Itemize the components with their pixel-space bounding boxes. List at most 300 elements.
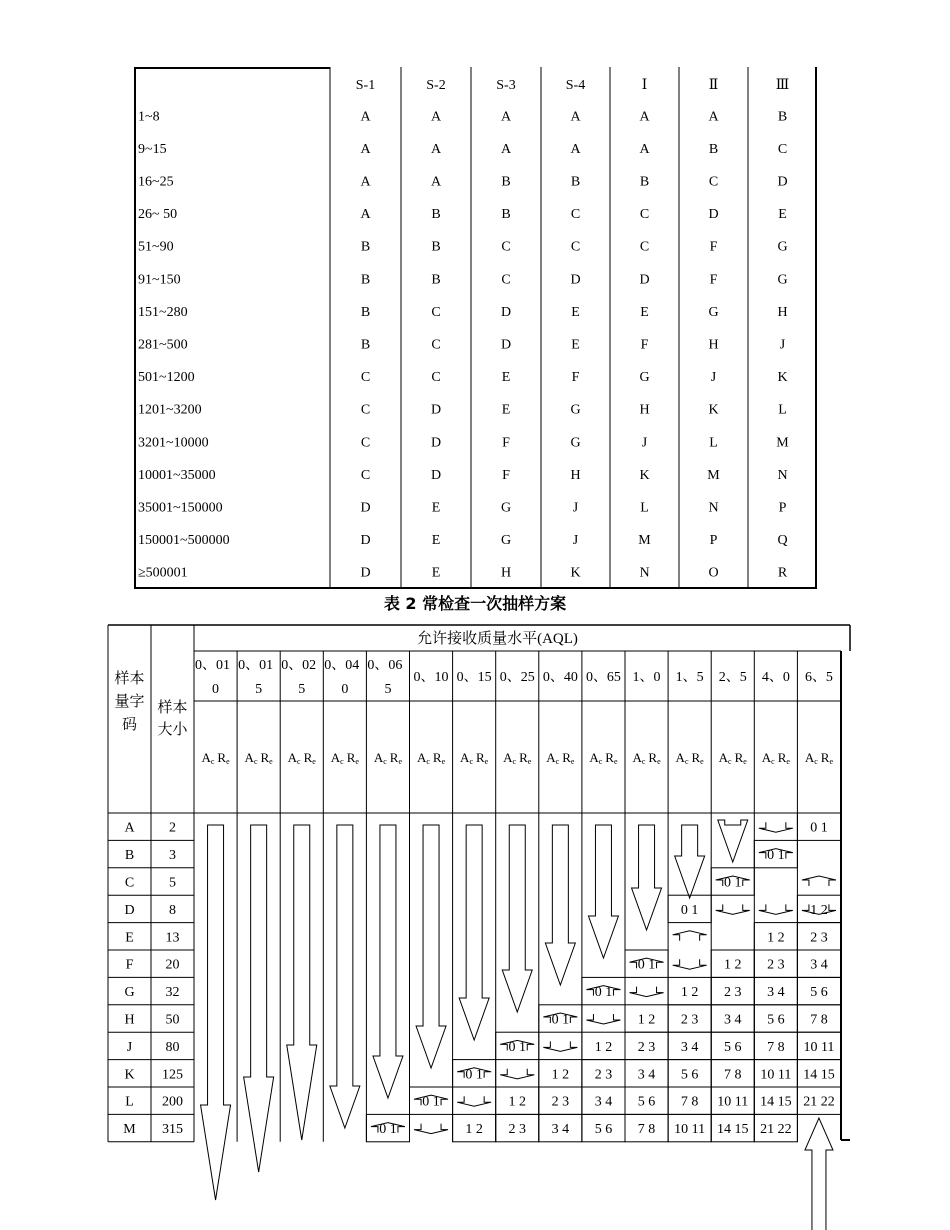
code-letter: K [708, 402, 719, 418]
ac-re-value: 21 22 [803, 1094, 835, 1110]
aql-level-cont: 5 [384, 682, 392, 697]
ac-re-label [288, 750, 317, 766]
table2-caption: 表 2 常检查一次抽样方案 [383, 594, 567, 613]
ac-re-label [503, 750, 532, 766]
ac-re-value: 14 15 [760, 1094, 792, 1110]
code-letter: C [777, 141, 788, 157]
ac-re-value: 14 15 [717, 1122, 749, 1138]
code-letter: Q [777, 533, 788, 549]
ac-re-subscript: e [570, 757, 575, 766]
code-letter: N [708, 500, 719, 516]
lot-size-label: 91~150 [138, 272, 181, 288]
aql-level-cont: 0 [341, 682, 349, 697]
ac-re-label [460, 750, 489, 766]
code-letter: J [572, 533, 579, 549]
sample-code: E [125, 930, 134, 946]
code-header: 量字 [114, 694, 145, 710]
aql-level-cont: 5 [255, 682, 263, 697]
lot-size-label: 9~15 [138, 141, 167, 157]
ac-re-subscript: e [355, 757, 359, 766]
code-letter: A [360, 174, 371, 190]
down-arrow [201, 825, 231, 1200]
ac-re-value: 2 3 [767, 957, 785, 973]
ac-re-value: 7 8 [637, 1122, 656, 1138]
ac-re-subscript: c [684, 757, 689, 766]
code-letter: G [777, 272, 788, 288]
code-letter: D [360, 533, 371, 549]
ac-re-value: 0 1 [422, 1094, 440, 1110]
code-letter: B [360, 304, 371, 320]
down-arrow [502, 825, 532, 1012]
ac-re-value: 2 3 [637, 1039, 656, 1055]
code-letter: C [639, 207, 650, 223]
code-letter: C [570, 207, 581, 223]
sample-code: A [124, 820, 135, 836]
ac-re-subscript: c [297, 757, 301, 766]
code-letter: H [500, 565, 512, 581]
ac-re-value: 5 6 [767, 1012, 785, 1028]
ac-re-letter: A [287, 750, 298, 765]
table1-header: S-1 [355, 78, 376, 93]
size-header: 样本 [157, 700, 188, 716]
ac-re-value: 0 1 [379, 1122, 397, 1138]
sample-code: K [124, 1067, 135, 1083]
code-letter: A [500, 141, 512, 157]
code-letter: R [777, 565, 788, 581]
ac-re-value: 2 3 [810, 930, 828, 946]
code-letter: C [360, 370, 371, 386]
ac-re-value: 1 2 [680, 985, 699, 1001]
ac-re-letter: R [432, 750, 442, 765]
ac-re-value: 5 6 [594, 1122, 613, 1138]
ac-re-subscript: e [398, 757, 403, 766]
ac-re-letter: R [648, 750, 658, 765]
sample-size: 5 [169, 875, 176, 891]
ac-re-value: 1 2 [724, 957, 742, 973]
ac-re-subscript: c [210, 757, 215, 766]
code-letter: H [639, 402, 650, 418]
code-letter: K [777, 370, 788, 386]
code-letter: K [570, 565, 581, 581]
ac-re-letter: A [761, 750, 772, 765]
down-arrow [459, 825, 489, 1040]
aql-level: 1、0 [632, 670, 661, 685]
ac-re-value: 0 1 [810, 820, 828, 836]
sample-code: D [124, 902, 135, 918]
code-letter: N [777, 467, 788, 483]
ac-re-letter: A [330, 750, 341, 765]
down-arrow [287, 825, 317, 1140]
code-letter: B [708, 141, 719, 157]
down-arrow-icon [673, 959, 707, 969]
ac-re-value: 1 2 [767, 930, 785, 946]
ac-re-label [719, 750, 748, 766]
down-arrow [244, 825, 274, 1172]
ac-re-letter: R [734, 750, 744, 765]
sample-code: M [123, 1122, 136, 1138]
table1-header: S-4 [565, 78, 586, 93]
lot-size-label: 1~8 [138, 109, 160, 125]
code-letter: C [360, 467, 371, 483]
code-letter: B [360, 239, 371, 255]
ac-re-letter: R [260, 750, 270, 765]
code-letter: A [360, 109, 371, 125]
code-letter: C [360, 402, 371, 418]
code-letter: A [360, 207, 371, 223]
ac-re-value: 5 6 [637, 1094, 656, 1110]
code-letter: A [430, 141, 442, 157]
code-letter: G [708, 304, 719, 320]
ac-re-subscript: e [786, 757, 790, 766]
code-letter: C [431, 304, 441, 320]
code-letter: C [431, 370, 441, 386]
aql-level: 0、40 [542, 670, 578, 685]
ac-re-letter: R [346, 750, 356, 765]
code-letter: L [709, 435, 718, 451]
ac-re-label [201, 750, 230, 766]
code-letter: J [572, 500, 579, 516]
ac-re-value: 0 1 [767, 848, 785, 864]
ac-re-value: 3 4 [680, 1039, 699, 1055]
ac-re-subscript: e [269, 757, 273, 766]
code-letter: C [570, 239, 581, 255]
sample-size: 125 [162, 1067, 183, 1083]
ac-re-label [805, 750, 834, 766]
ac-re-letter: R [303, 750, 313, 765]
ac-re-subscript: c [771, 757, 775, 766]
ac-re-letter: R [820, 750, 830, 765]
ac-re-letter: A [675, 750, 685, 765]
sample-size: 2 [169, 820, 176, 836]
ac-re-value: 5 6 [810, 985, 828, 1001]
code-letter: A [570, 141, 581, 157]
code-letter: E [501, 402, 511, 418]
down-arrow [330, 825, 360, 1128]
ac-re-value: 1 2 [594, 1039, 613, 1055]
code-letter: B [360, 337, 371, 353]
code-letter: D [500, 337, 512, 353]
code-letter: G [777, 239, 788, 255]
code-letter: A [360, 141, 371, 157]
aql-level: 0、65 [585, 670, 621, 685]
aql-level: 0、10 [413, 670, 449, 685]
code-header: 样本 [114, 671, 145, 687]
ac-re-letter: A [804, 750, 815, 765]
table1-header: S-3 [496, 78, 516, 93]
code-letter: E [640, 304, 649, 320]
code-letter: H [708, 337, 719, 353]
ac-re-value: 2 3 [724, 985, 742, 1001]
code-letter: G [639, 370, 650, 386]
ac-re-label [245, 750, 274, 766]
ac-re-letter: R [777, 750, 787, 765]
code-letter: G [570, 402, 581, 418]
table1-header: S-2 [426, 78, 446, 93]
aql-level: 0、02 [281, 658, 317, 673]
code-letter: G [570, 435, 581, 451]
sample-code: J [126, 1039, 133, 1055]
code-letter: D [500, 304, 512, 320]
down-arrow-icon [543, 1041, 577, 1051]
lot-size-label: 3201~10000 [138, 435, 209, 451]
sample-size: 8 [169, 902, 176, 918]
ac-re-label [546, 750, 575, 766]
code-letter: B [431, 272, 441, 288]
ac-re-subscript: e [657, 757, 661, 766]
down-arrow-icon [500, 1069, 534, 1079]
ac-re-value: 0 1 [724, 875, 742, 891]
ac-re-value: 3 4 [767, 985, 785, 1001]
code-letter: D [360, 500, 371, 516]
up-arrow-icon [673, 931, 707, 941]
code-letter: M [776, 435, 789, 451]
code-letter: G [500, 533, 512, 549]
down-arrow [588, 825, 618, 958]
aql-level: 0、06 [367, 658, 403, 673]
ac-re-label [417, 750, 446, 766]
ac-re-subscript: c [641, 757, 646, 766]
ac-re-value: 5 6 [724, 1039, 742, 1055]
ac-re-value: 1 2 [810, 902, 828, 918]
ac-re-subscript: c [253, 757, 258, 766]
sample-size: 200 [162, 1094, 183, 1110]
aql-level: 0、01 [238, 658, 274, 673]
code-letter: F [709, 272, 718, 288]
code-letter: D [570, 272, 581, 288]
ac-re-letter: R [605, 750, 614, 765]
code-letter: N [639, 565, 650, 581]
code-letter: D [430, 467, 442, 483]
down-arrow-icon [759, 822, 793, 832]
ac-re-letter: A [460, 750, 470, 765]
sample-size: 13 [165, 930, 180, 946]
code-letter: E [778, 207, 787, 223]
up-arrow [805, 1118, 833, 1230]
down-arrow-icon [630, 987, 664, 997]
aql-title: 允许接收质量水平(AQL) [417, 631, 578, 647]
sample-size: 32 [165, 985, 180, 1001]
down-arrow [632, 825, 662, 930]
ac-re-value: 3 4 [637, 1067, 656, 1083]
lot-size-label: 26~ 50 [138, 207, 178, 223]
ac-re-value: 2 3 [508, 1122, 526, 1138]
code-letter: A [430, 174, 442, 190]
code-letter: B [639, 174, 650, 190]
down-arrow [416, 825, 446, 1068]
ac-re-label [589, 750, 618, 766]
table1-header: Ⅱ [708, 78, 719, 93]
ac-re-subscript: e [743, 757, 747, 766]
code-letter: M [707, 467, 720, 483]
code-letter: D [430, 402, 442, 418]
code-letter: E [431, 533, 441, 549]
ac-re-letter: A [201, 750, 211, 765]
aql-level: 1、5 [675, 670, 704, 685]
code-letter: E [431, 500, 441, 516]
ac-re-value: 10 11 [803, 1039, 835, 1055]
code-letter: J [641, 435, 648, 451]
code-letter: A [708, 109, 719, 125]
lot-size-label: 151~280 [138, 304, 188, 320]
code-letter: C [639, 239, 650, 255]
code-letter: J [710, 370, 717, 386]
ac-re-subscript: e [527, 757, 532, 766]
code-letter: D [639, 272, 650, 288]
code-letter: C [431, 337, 441, 353]
code-header: 码 [121, 717, 138, 733]
lot-size-label: 150001~500000 [138, 533, 230, 549]
lot-size-label: 1201~3200 [138, 402, 202, 418]
code-letter: F [709, 239, 718, 255]
ac-re-value: 1 2 [508, 1094, 526, 1110]
ac-re-value: 0 1 [508, 1039, 526, 1055]
ac-re-label [374, 750, 403, 766]
ac-re-subscript: c [426, 757, 430, 766]
down-arrow-icon [716, 904, 750, 914]
ac-re-label [762, 750, 791, 766]
ac-re-subscript: e [829, 757, 834, 766]
code-letter: B [431, 207, 441, 223]
ac-re-value: 0 1 [594, 985, 613, 1001]
code-letter: J [779, 337, 786, 353]
sample-size: 20 [165, 957, 180, 973]
code-letter: D [430, 435, 442, 451]
ac-re-value: 10 11 [717, 1094, 749, 1110]
ac-re-letter: A [503, 750, 513, 765]
ac-re-letter: A [632, 750, 642, 765]
ac-re-subscript: e [226, 757, 230, 766]
code-letter: E [501, 370, 511, 386]
ac-re-value: 2 3 [551, 1094, 570, 1110]
code-letter: C [708, 174, 719, 190]
down-arrow-icon [759, 904, 793, 914]
ac-re-label [676, 750, 705, 766]
code-letter: A [639, 141, 650, 157]
ac-re-value: 3 4 [551, 1122, 570, 1138]
code-letter: A [639, 109, 650, 125]
aql-level: 4、0 [761, 670, 790, 685]
code-letter: P [709, 533, 718, 549]
code-letter: G [500, 500, 512, 516]
aql-level: 0、25 [499, 670, 535, 685]
code-letter: H [777, 304, 788, 320]
ac-re-value: 21 22 [760, 1122, 792, 1138]
code-letter: D [708, 207, 719, 223]
ac-re-value: 7 8 [724, 1067, 742, 1083]
aql-level: 2、5 [718, 670, 747, 685]
ac-re-value: 10 11 [674, 1122, 706, 1138]
ac-re-letter: R [691, 750, 701, 765]
lot-size-label: 35001~150000 [138, 500, 223, 516]
code-letter: L [778, 402, 787, 418]
ac-re-letter: A [718, 750, 729, 765]
table1-header: Ⅰ [641, 78, 648, 93]
ac-re-value: 0 1 [551, 1012, 570, 1028]
code-letter: E [571, 337, 580, 353]
code-letter: B [570, 174, 581, 190]
up-arrow-icon [802, 876, 836, 886]
ac-re-value: 1 2 [551, 1067, 570, 1083]
ac-re-subscript: e [484, 757, 489, 766]
down-arrow [718, 820, 748, 862]
ac-re-letter: R [217, 750, 227, 765]
code-letter: H [570, 467, 581, 483]
ac-re-subscript: c [814, 757, 818, 766]
ac-re-letter: A [589, 750, 599, 765]
ac-re-letter: A [244, 750, 254, 765]
aql-level: 0、15 [456, 670, 492, 685]
down-arrow-icon [414, 1124, 448, 1134]
code-letter: B [431, 239, 441, 255]
ac-re-subscript: c [383, 757, 387, 766]
ac-re-value: 10 11 [760, 1067, 792, 1083]
sample-size: 3 [169, 848, 176, 864]
code-letter: B [360, 272, 371, 288]
lot-size-label: ≥500001 [138, 565, 188, 581]
sample-code: C [124, 875, 135, 891]
ac-re-subscript: c [728, 757, 732, 766]
lot-size-label: 281~500 [138, 337, 188, 353]
ac-re-letter: A [373, 750, 384, 765]
sample-code: H [124, 1012, 135, 1028]
code-letter: E [571, 304, 580, 320]
ac-re-letter: R [562, 750, 571, 765]
code-letter: D [777, 174, 788, 190]
lot-size-label: 10001~35000 [138, 467, 216, 483]
sample-code: B [124, 848, 135, 864]
ac-re-subscript: e [441, 757, 446, 766]
ac-re-value: 0 1 [465, 1067, 483, 1083]
ac-re-value: 5 6 [680, 1067, 699, 1083]
code-letter: D [360, 565, 371, 581]
sample-code: F [125, 957, 134, 973]
ac-re-subscript: c [555, 757, 560, 766]
code-letter: F [571, 370, 580, 386]
code-letter: B [501, 174, 511, 190]
ac-re-value: 7 8 [767, 1039, 785, 1055]
down-arrow-icon [586, 1014, 620, 1024]
ac-re-letter: A [416, 750, 427, 765]
ac-re-subscript: c [512, 757, 517, 766]
ac-re-subscript: e [613, 757, 618, 766]
ac-re-value: 2 3 [594, 1067, 613, 1083]
ac-re-value: 2 3 [680, 1012, 699, 1028]
sample-code: L [125, 1094, 134, 1110]
sample-size: 315 [162, 1122, 183, 1138]
aql-level: 6、5 [804, 670, 833, 685]
code-letter: B [501, 207, 511, 223]
ac-re-value: 7 8 [680, 1094, 699, 1110]
ac-re-value: 0 1 [680, 902, 699, 918]
code-letter: L [640, 500, 649, 516]
ac-re-value: 3 4 [594, 1094, 613, 1110]
ac-re-letter: A [546, 750, 556, 765]
code-letter: M [638, 533, 651, 549]
code-letter: A [430, 109, 442, 125]
aql-level: 0、04 [324, 658, 360, 673]
ac-re-subscript: e [312, 757, 316, 766]
ac-re-subscript: c [340, 757, 344, 766]
ac-re-value: 14 15 [803, 1067, 835, 1083]
code-letter: K [639, 467, 650, 483]
code-letter: E [431, 565, 441, 581]
code-letter: A [500, 109, 512, 125]
ac-re-value: 1 2 [637, 1012, 656, 1028]
ac-re-value: 3 4 [810, 957, 828, 973]
ac-re-subscript: c [469, 757, 474, 766]
code-letter: F [502, 467, 510, 483]
code-letter: C [501, 272, 511, 288]
